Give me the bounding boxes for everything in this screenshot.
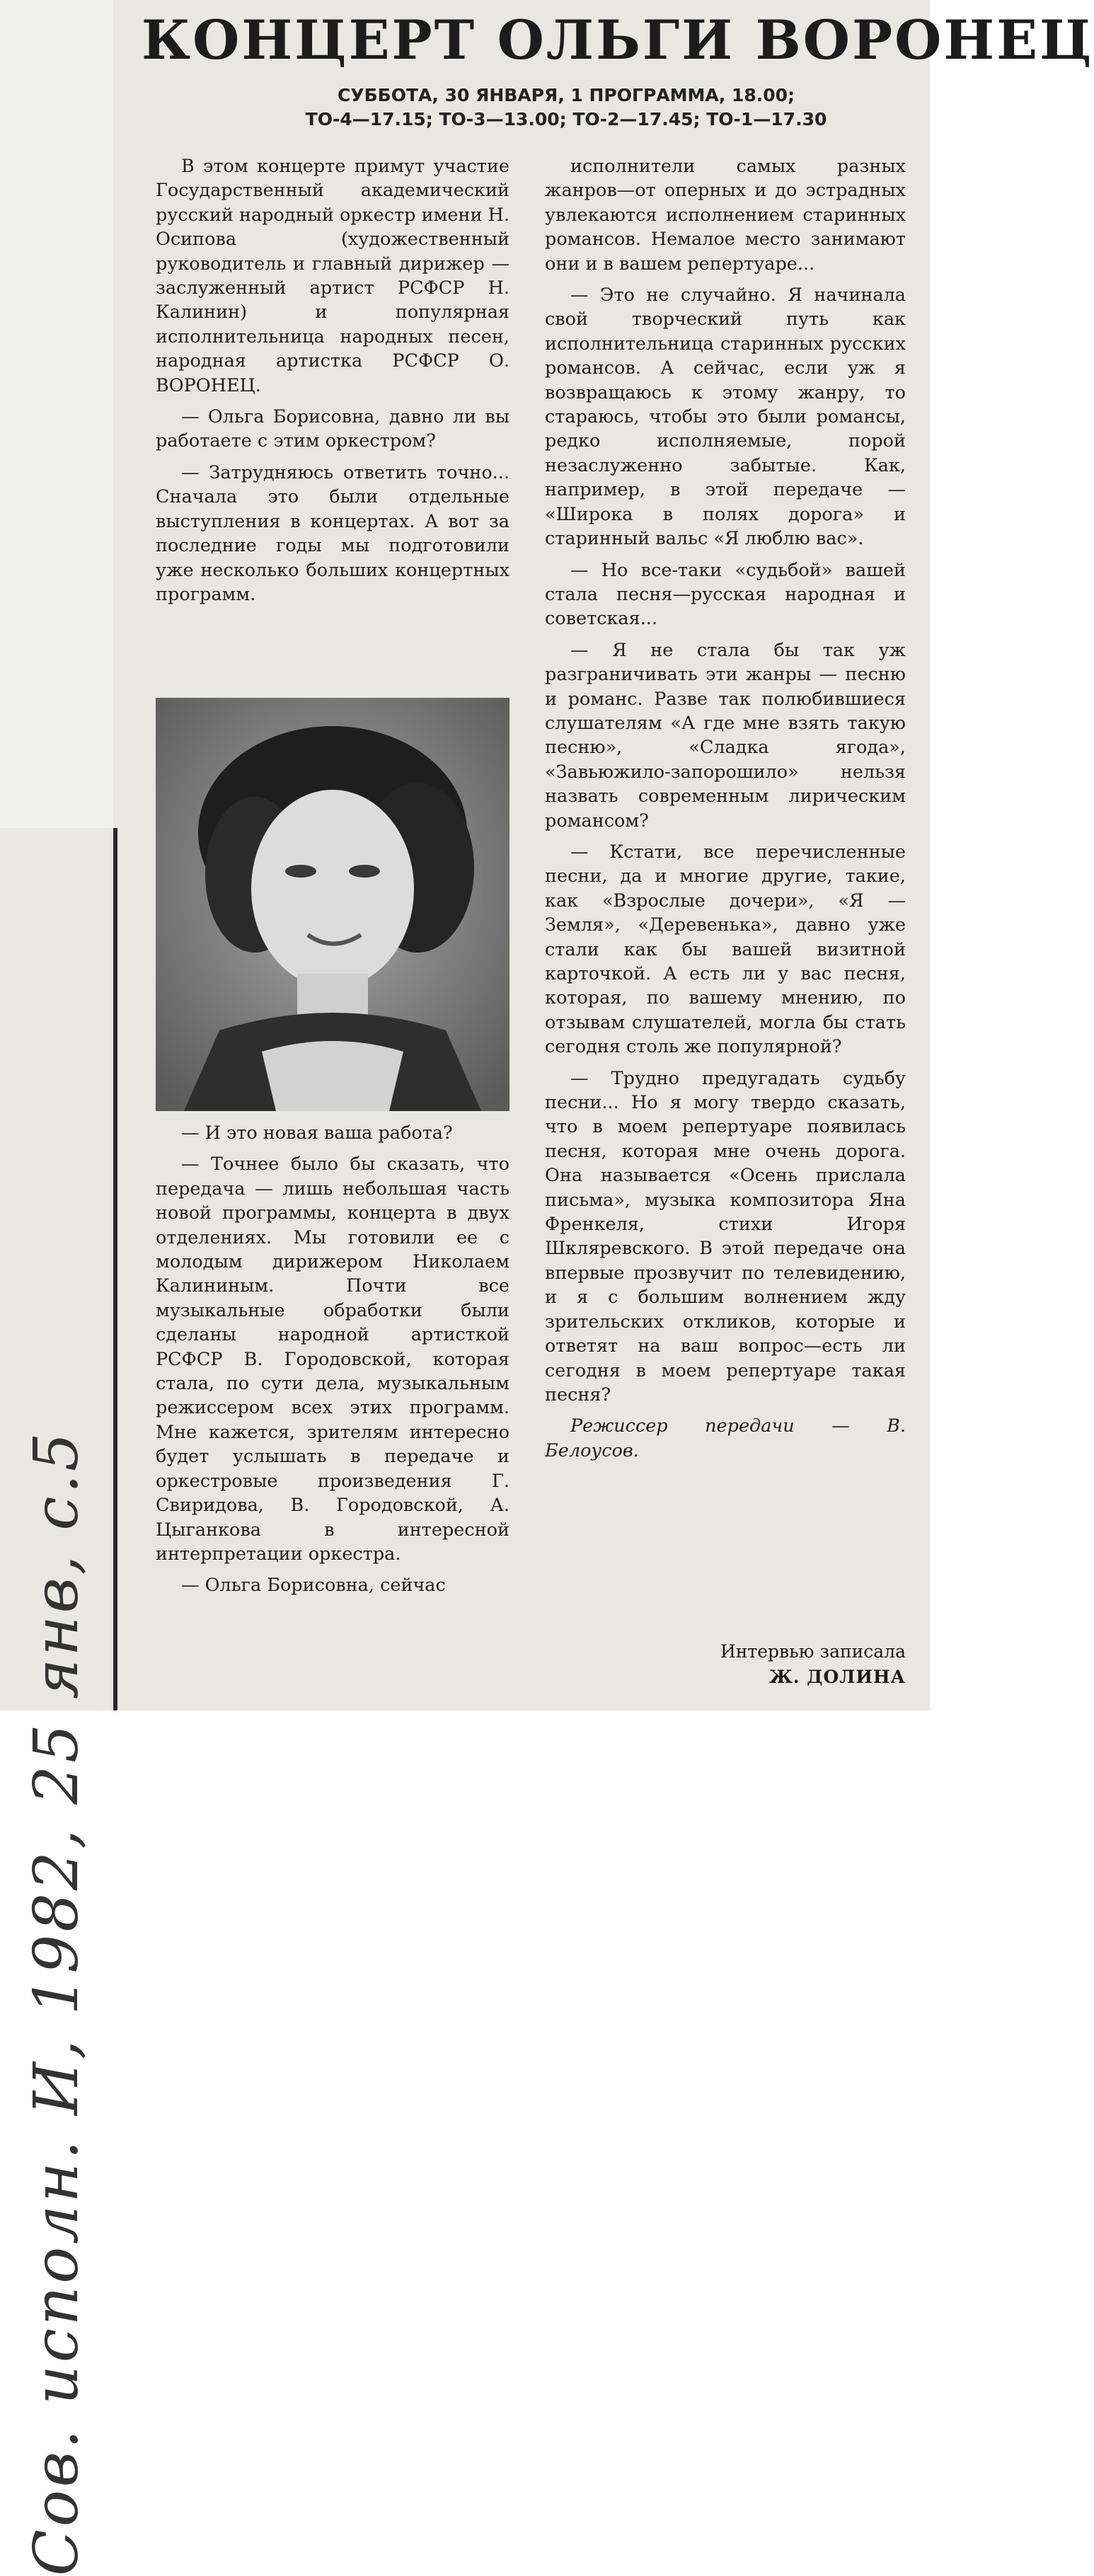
left-column-top (156, 154, 509, 614)
portrait-image (156, 698, 509, 1111)
catalog-card (0, 828, 117, 2576)
paragraph: — Ольга Борисовна, давно ли вы работаете с этим оркестром? (156, 406, 509, 452)
paragraph: — Я не стала бы так уж разграничивать эти жанры — песню и романс. Разве так полюбившиеся слушателям «А где мне взять такую песню», «Сладка ягода», «Завьюжило-запорошило» нельзя назвать современным лирическим романсом? (545, 639, 906, 832)
paragraph: — И это новая ваша работа? (181, 1122, 453, 1144)
paragraph: — Точнее было бы сказать, что передача — лишь небольшая часть новой программы, концерта в двух отделениях. Мы готовили ее с молодым дирижером Николаем Калининым. Почти все музыкальные обработки были сделаны народной артисткой РСФСР В. Городовской, которая стала, по сути дела, музыкальным режиссером всех этих программ. Мне кажется, зрителям интересно будет услышать в передаче и оркестровые произведения Г. Свиридова, В. Городовской, А. Цыганкова в интересной интерпретации оркестра. (156, 1154, 509, 1565)
article-headline: КОНЦЕРТ ОЛЬГИ ВОРОНЕЦ (142, 8, 1094, 71)
byline-name: Ж. ДОЛИНА (769, 1667, 906, 1687)
broadcast-schedule (226, 84, 906, 132)
paragraph: — Кстати, все перечисленные песни, да и многие другие, такие, как «Взрослые дочери», «Я — Земля», «Деревенька», давно уже стали как бы вашей визитной карточкой. А есть ли у вас песня, которая, по вашему мнению, по отзывам слушателей, могла бы стать сегодня столь же популярной? (545, 841, 906, 1058)
byline-label: Интервью записала (720, 1641, 906, 1662)
paragraph: — Затрудняюсь ответить точно... Сначала это были отдельные выступления в концертах. А вот за последние годы мы подготовили уже несколько больших концертных программ. (156, 461, 509, 605)
paragraph: — Ольга Борисовна, сейчас (181, 1575, 446, 1597)
director-credit: Режиссер передачи — В. Белоусов. (545, 1415, 906, 1461)
schedule-line-2: ТО-4—17.15; ТО-3—13.00; ТО-2—17.45; ТО-1—17.30 (305, 109, 827, 130)
right-column (545, 154, 906, 1470)
schedule-line-1: СУББОТА, 30 ЯНВАРЯ, 1 ПРОГРАММА, 18.00; (337, 85, 795, 105)
paragraph: — Это не случайно. Я начинала свой творческий путь как исполнительница старинных русских романсов. А сейчас, если уж я возвращаюсь к этому жанру, то стараюсь, чтобы это были романсы, редко исполняемые, порой незаслуженно забытые. Как, например, в этой передаче — «Широка в полях дорога» и старинный вальс «Я люблю вас». (545, 284, 906, 550)
paragraph: исполнители самых разных жанров—от оперных и до эстрадных увлекаются исполнением старинных романсов. Немалое место занимают они и в вашем репертуаре... (545, 156, 906, 275)
left-column-bottom (156, 1121, 509, 1605)
paragraph: В этом концерте примут участие Государственный академический русский народный оркестр имени Н. Осипова (художественный руководитель и главный дирижер — заслуженный артист РСФСР Н. Калинин) и популярная исполнительница народных песен, народная артистка РСФСР О. ВОРОНЕЦ. (156, 156, 509, 396)
handwritten-note: Сов. исполн. И, 1982, 25 янв, с.5 (21, 1430, 92, 2576)
paragraph: — Трудно предугадать судьбу песни... Но я могу твердо сказать, что в моем репертуаре появилась песня, которая мне очень дорога. Она называется «Осень прислала письма», музыка композитора Яна Френкеля, стихи Игоря Шкляревского. В этой передаче она впервые прозвучит по телевидению, и я с большим волнением жду зрительских откликов, которые и ответят на ваш вопрос—есть ли сегодня в моем репертуаре такая песня? (545, 1067, 906, 1405)
paragraph: — Но все-таки «судьбой» вашей стала песня—русская народная и советская... (545, 559, 906, 630)
byline (658, 1639, 906, 1690)
portrait-photo (156, 698, 509, 1111)
